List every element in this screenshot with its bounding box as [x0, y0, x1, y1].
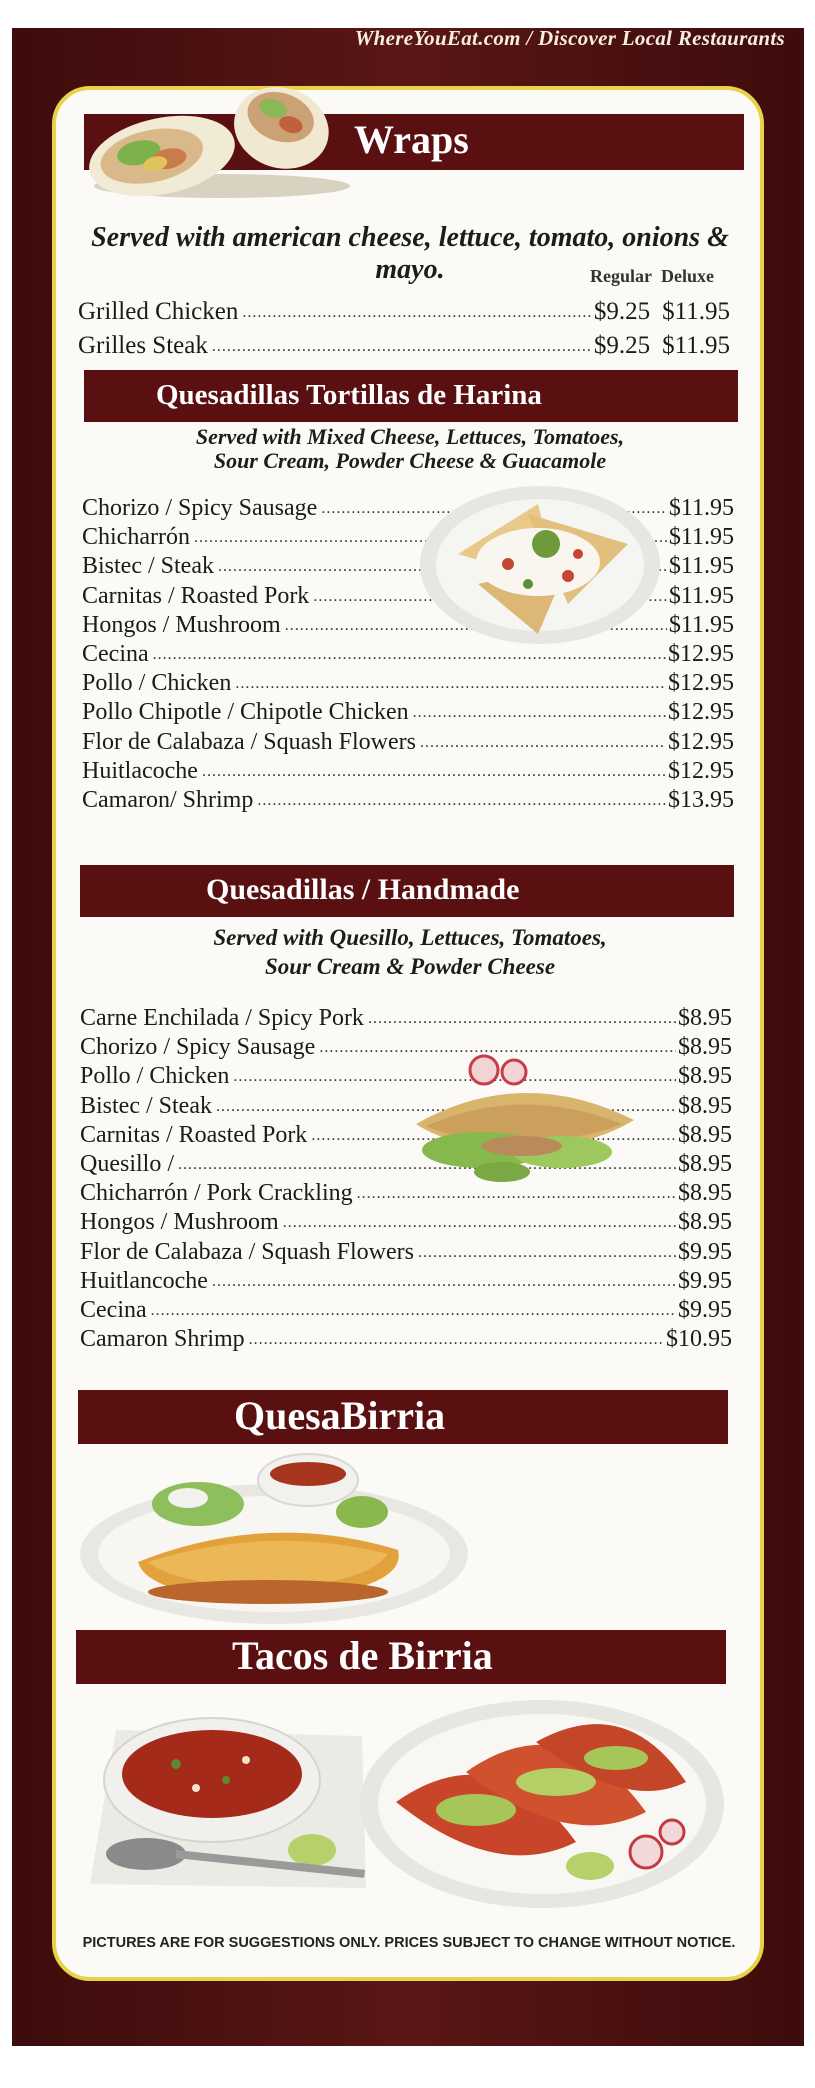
menu-item-price: $12.95 [668, 728, 734, 755]
menu-item-price: $8.95 [678, 1209, 732, 1236]
deluxe-price: $11.95 [662, 332, 730, 359]
dot-leader [368, 1010, 676, 1028]
menu-item-name: Huitlacoche [82, 757, 198, 784]
menu-item-row [82, 669, 734, 697]
menu-item-price: $11.95 [668, 611, 734, 638]
menu-item-row [82, 786, 734, 814]
menu-item-row [82, 757, 734, 785]
tacos-birria-header [76, 1630, 726, 1684]
footer-disclaimer: PICTURES ARE FOR SUGGESTIONS ONLY. PRICES SUBJECT TO CHANGE WITHOUT NOTICE. [82, 1935, 736, 1951]
dot-leader [283, 1214, 676, 1232]
menu-item-price: $8.95 [678, 1005, 732, 1031]
menu-item-name: Camaron Shrimp [80, 1326, 245, 1353]
dot-leader [153, 646, 666, 664]
menu-item-name: Carnitas / Roasted Pork [80, 1121, 308, 1148]
birria-consome-photo [86, 1700, 372, 1896]
menu-item-price: $9.95 [678, 1267, 732, 1294]
wrap-photo [82, 76, 352, 200]
menu-item-row [78, 332, 730, 360]
menu-item-name: Grilles Steak [78, 332, 208, 359]
menu-item-row [80, 1208, 732, 1236]
dot-leader [212, 1273, 676, 1291]
quesadillas-handmade-note-line1: Served with Quesillo, Lettuces, Tomatoes, [213, 925, 607, 950]
handmade-quesadilla-photo [412, 1054, 638, 1192]
wraps-title: Wraps [354, 117, 469, 162]
menu-item-name: Grilled Chicken [78, 298, 239, 325]
menu-item-name: Huitlancoche [80, 1267, 208, 1294]
menu-item-price: $8.95 [678, 1063, 732, 1090]
menu-item-row [80, 1296, 732, 1324]
menu-item-row [80, 1238, 732, 1266]
regular-column-label: Regular [590, 266, 652, 286]
dot-leader [242, 304, 592, 322]
quesadillas-harina-header [84, 370, 738, 422]
menu-item-name: Camaron/ Shrimp [82, 787, 254, 813]
menu-item-name: Bistec / Steak [80, 1092, 212, 1119]
quesadillas-handmade-header [80, 865, 734, 917]
deluxe-column-label: Deluxe [661, 266, 714, 286]
menu-item-name: Cecina [80, 1297, 147, 1323]
menu-item-name: Quesillo / [80, 1151, 174, 1177]
menu-item-price: $8.95 [678, 1034, 732, 1061]
regular-price: $9.25 [593, 298, 651, 325]
site-label: WhereYouEat.com / Discover Local Restaurants [354, 26, 785, 50]
quesadillas-handmade-note-line2: Sour Cream & Powder Cheese [264, 954, 556, 979]
quesadillas-harina-note-line2: Sour Cream, Powder Cheese & Guacamole [213, 448, 607, 473]
wraps-note: Served with american cheese, lettuce, tomato, onions & mayo. [91, 222, 729, 285]
quesadillas-handmade-title: Quesadillas / Handmade [206, 873, 520, 906]
menu-item-name: Pollo Chipotle / Chipotle Chicken [82, 699, 409, 726]
menu-item-row [78, 298, 730, 326]
quesadillas-harina-note-line1: Served with Mixed Cheese, Lettuces, Tomatoes, [195, 424, 625, 449]
tacos-birria-title: Tacos de Birria [232, 1633, 493, 1678]
wraps-column-headers [590, 266, 714, 287]
menu-item-name: Flor de Calabaza / Squash Flowers [82, 728, 416, 755]
menu-item-name: Chicharrón [82, 524, 190, 551]
menu-item-row [82, 698, 734, 726]
menu-item-price: $11.95 [668, 524, 734, 551]
menu-item-price: $8.95 [678, 1180, 732, 1207]
dot-leader [418, 1244, 676, 1262]
menu-item-name: Chicharrón / Pork Crackling [80, 1180, 353, 1207]
dot-leader [413, 704, 666, 722]
menu-item-name: Bistec / Steak [82, 553, 214, 580]
quesabirria-header [78, 1390, 728, 1444]
menu-item-price: $11.95 [668, 582, 734, 609]
menu-item-name: Chorizo / Spicy Sausage [80, 1034, 316, 1061]
menu-item-price: $12.95 [668, 670, 734, 697]
menu-item-name: Pollo / Chicken [82, 670, 232, 697]
birria-tacos-plate-photo [356, 1692, 726, 1910]
menu-item-name: Cecina [82, 641, 149, 667]
menu-item-row [82, 728, 734, 756]
menu-item-price: $9.95 [678, 1297, 732, 1323]
menu-item-price: $8.95 [678, 1151, 732, 1177]
dot-leader [235, 675, 666, 693]
quesadilla-plate-photo [418, 484, 662, 646]
quesabirria-plate-photo [78, 1450, 470, 1628]
menu-item-row [80, 1325, 732, 1353]
dot-leader [257, 792, 666, 810]
menu-item-price: $10.95 [666, 1326, 732, 1353]
quesabirria-title: QuesaBirria [234, 1393, 446, 1438]
menu-item-name: Flor de Calabaza / Squash Flowers [80, 1238, 414, 1265]
dot-leader [212, 338, 592, 356]
menu-item-row [80, 1267, 732, 1295]
menu-item-price: $12.95 [668, 699, 734, 726]
menu-item-price: $11.95 [668, 495, 734, 521]
quesadillas-harina-title: Quesadillas Tortillas de Harina [156, 379, 542, 411]
menu-item-name: Carne Enchilada / Spicy Pork [80, 1005, 364, 1031]
dot-leader [249, 1331, 664, 1349]
menu-item-name: Chorizo / Spicy Sausage [82, 495, 318, 521]
menu-item-price: $11.95 [668, 553, 734, 580]
menu-item-price: $12.95 [668, 757, 734, 784]
dot-leader [202, 763, 666, 781]
menu-item-price: $12.95 [668, 641, 734, 667]
dot-leader [151, 1302, 676, 1320]
regular-price: $9.25 [593, 332, 651, 359]
menu-item-name: Carnitas / Roasted Pork [82, 582, 310, 609]
menu-item-price: $8.95 [678, 1092, 732, 1119]
deluxe-price: $11.95 [662, 298, 730, 325]
menu-item-name: Hongos / Mushroom [82, 611, 281, 638]
menu-item-name: Hongos / Mushroom [80, 1209, 279, 1236]
dot-leader [420, 734, 666, 752]
menu-item-name: Pollo / Chicken [80, 1063, 230, 1090]
menu-item-price: $8.95 [678, 1121, 732, 1148]
menu-item-row [80, 1004, 732, 1032]
menu-item-price: $13.95 [668, 787, 734, 813]
menu-item-price: $9.95 [678, 1238, 732, 1265]
